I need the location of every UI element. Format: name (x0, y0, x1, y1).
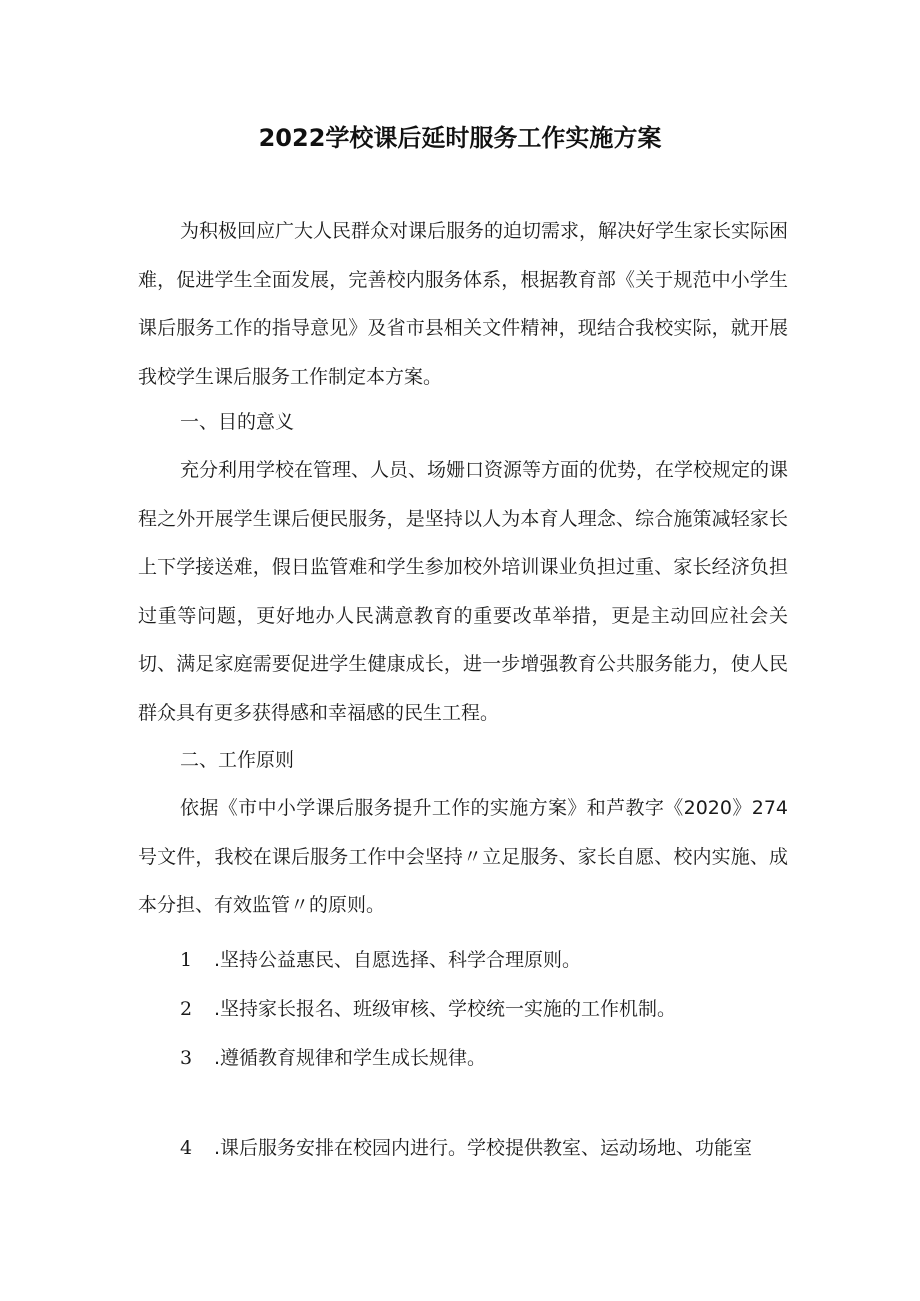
principle-item-1 (180, 936, 790, 985)
principle-item-4 (180, 1124, 790, 1173)
purpose-paragraph: 充分利用学校在管理、人员、场姗口资源等方面的优势，在学校规定的课程之外开展学生课后便民服务，是坚持以人为本育人理念、综合施策减轻家长上下学接送难，假日监管难和学生参加校外培训课业负担过重、家长经济负担过重等问题，更好地办人民满意教育的重要改革举措，更是主动回应社会关切、满足家庭需要促进学生健康成长，进一步增强教育公共服务能力，使人民群众具有更多获得感和幸福感的民生工程。 (138, 459, 789, 724)
principle-item-2 (180, 985, 790, 1034)
principle-item-3 (180, 1034, 790, 1083)
list-number: 1 (180, 949, 193, 971)
document-title: 2022学校课后延时服务工作实施方案 (258, 124, 662, 152)
list-text: .坚持公益惠民、自愿选择、科学合理原则。 (214, 949, 582, 971)
section-heading-principles: 二、工作原则 (180, 749, 295, 771)
list-number: 3 (180, 1047, 193, 1069)
list-number: 4 (180, 1137, 193, 1159)
list-text: .遵循教育规律和学生成长规律。 (214, 1047, 487, 1069)
list-text: .坚持家长报名、班级审核、学校统一实施的工作机制。 (214, 998, 677, 1020)
list-text: .课后服务安排在校园内进行。学校提供教室、运动场地、功能室 (214, 1137, 753, 1159)
list-number: 2 (180, 998, 193, 1020)
principles-paragraph: 依据《市中小学课后服务提升工作的实施方案》和芦教字《2020》274号文件，我校在课后服务工作中会坚持〃立足服务、家长自愿、校内实施、成本分担、有效监管〃的原则。 (138, 797, 788, 916)
section-heading-purpose: 一、目的意义 (180, 411, 295, 433)
intro-paragraph: 为积极回应广大人民群众对课后服务的迫切需求，解决好学生家长实际困难，促进学生全面发展，完善校内服务体系，根据教育部《关于规范中小学生课后服务工作的指导意见》及省市县相关文件精神，现结合我校实际，就开展我校学生课后服务工作制定本方案。 (138, 220, 789, 388)
